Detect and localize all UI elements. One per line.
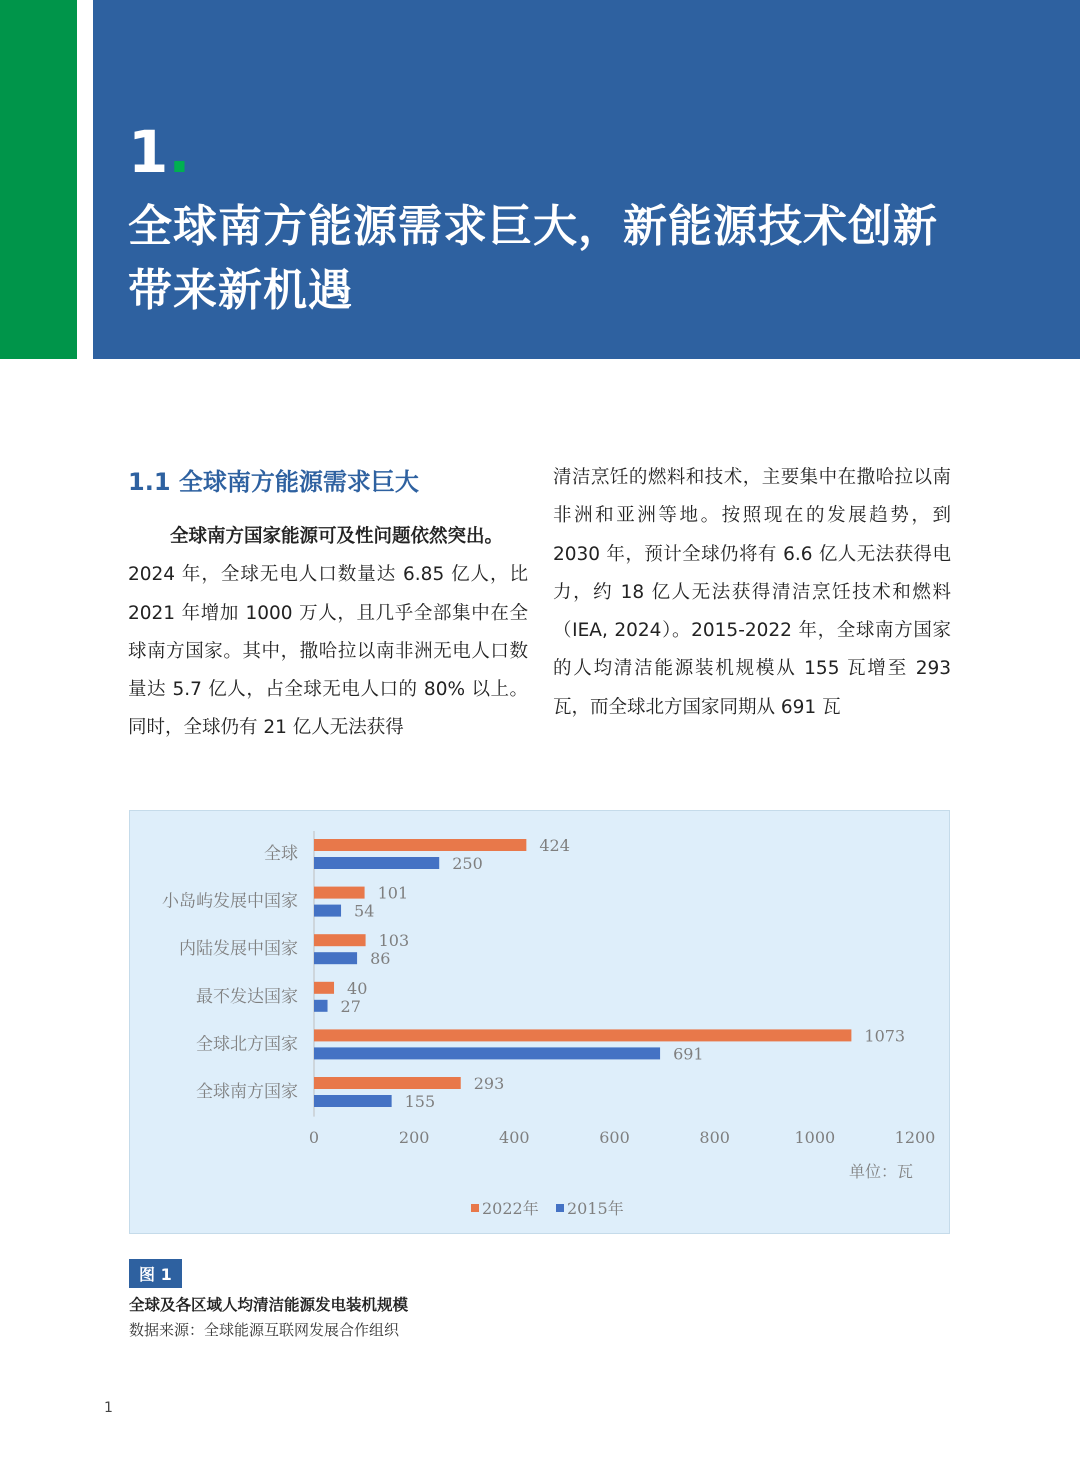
figure-source: 数据来源：全球能源互联网发展合作组织 (129, 1321, 400, 1339)
unit-label: 单位：瓦 (848, 1162, 913, 1181)
side-accent-bar (0, 0, 77, 359)
x-tick-label: 400 (499, 1128, 530, 1147)
bar-2015 (314, 1095, 392, 1107)
bar-2022 (314, 887, 365, 899)
category-label: 内陆发展中国家 (179, 939, 298, 960)
data-label: 250 (452, 854, 483, 873)
bar-2022 (314, 1029, 851, 1041)
bar-2022 (314, 934, 366, 946)
category-label: 全球 (264, 844, 298, 864)
data-label: 103 (378, 931, 410, 951)
body-lead-sentence: 全球南方国家能源可及性问题依然突出。 (170, 526, 504, 547)
body-column-right (553, 459, 951, 727)
bar-2015 (314, 1047, 660, 1059)
x-tick-label: 0 (308, 1128, 320, 1147)
data-label: 54 (354, 901, 375, 921)
legend-swatch (556, 1204, 564, 1212)
bar-2015 (314, 1000, 328, 1012)
category-label: 全球南方国家 (196, 1082, 298, 1102)
data-label: 424 (539, 836, 570, 855)
chapter-number-dot: . (168, 118, 191, 186)
data-label: 101 (377, 883, 409, 903)
legend-label: 2022年 (482, 1199, 539, 1218)
bar-2022 (314, 1077, 461, 1089)
bar-2022 (314, 982, 334, 994)
bar-2022 (314, 839, 526, 851)
figure-title: 全球及各区域人均清洁能源发电装机规模 (129, 1296, 409, 1314)
bar-chart-svg (130, 811, 951, 1235)
data-label: 27 (340, 996, 361, 1016)
body-column-left (128, 518, 528, 748)
category-label: 全球北方国家 (196, 1034, 298, 1055)
category-label: 小岛屿发展中国家 (162, 891, 298, 912)
bar-2015 (314, 857, 439, 869)
data-label: 40 (347, 978, 368, 998)
x-tick-label: 200 (398, 1128, 430, 1147)
legend-label: 2015年 (567, 1199, 624, 1218)
body-left-text: 2024 年，全球无电人口数量达 6.85 亿人，比 2021 年增加 1000 万人，且几乎全部集中在全球南方国家。其中，撒哈拉以南非洲无电人口数量达 5.7 亿人，占全球无电人口的 80% 以上。同时，全球仍有 21 亿人无法获得 (128, 564, 528, 739)
figure-tag: 图 1 (129, 1259, 182, 1288)
chapter-number (128, 118, 190, 186)
data-label: 155 (404, 1092, 436, 1111)
bar-2015 (314, 905, 341, 917)
chapter-number-digit: 1 (128, 118, 169, 186)
category-label: 最不发达国家 (196, 986, 298, 1007)
bar-chart (129, 810, 950, 1234)
x-tick-label: 1200 (894, 1128, 936, 1147)
data-label: 1073 (864, 1026, 906, 1046)
chapter-title: 全球南方能源需求巨大，新能源技术创新带来新机遇 (128, 201, 938, 316)
legend-swatch (471, 1204, 479, 1212)
x-tick-label: 800 (699, 1128, 730, 1147)
data-label: 86 (370, 949, 391, 969)
x-tick-label: 600 (599, 1128, 630, 1147)
data-label: 691 (673, 1044, 704, 1064)
data-label: 293 (473, 1074, 505, 1093)
x-tick-label: 1000 (794, 1128, 836, 1147)
section-title: 1.1 全球南方能源需求巨大 (128, 468, 419, 496)
page-number: 1 (104, 1400, 113, 1416)
body-right-text: 清洁烹饪的燃料和技术，主要集中在撒哈拉以南非洲和亚洲等地。按照现在的发展趋势，到 2030 年，预计全球仍将有 6.6 亿人无法获得电力，约 18 亿人无法获得清洁烹饪技术和燃料（IEA, 2024）。2015-2022 年，全球南方国家的人均清洁能源装机规模从 155 瓦增至 293 瓦，而全球北方国家同期从 691 瓦 (553, 467, 951, 718)
bar-2015 (314, 952, 357, 964)
